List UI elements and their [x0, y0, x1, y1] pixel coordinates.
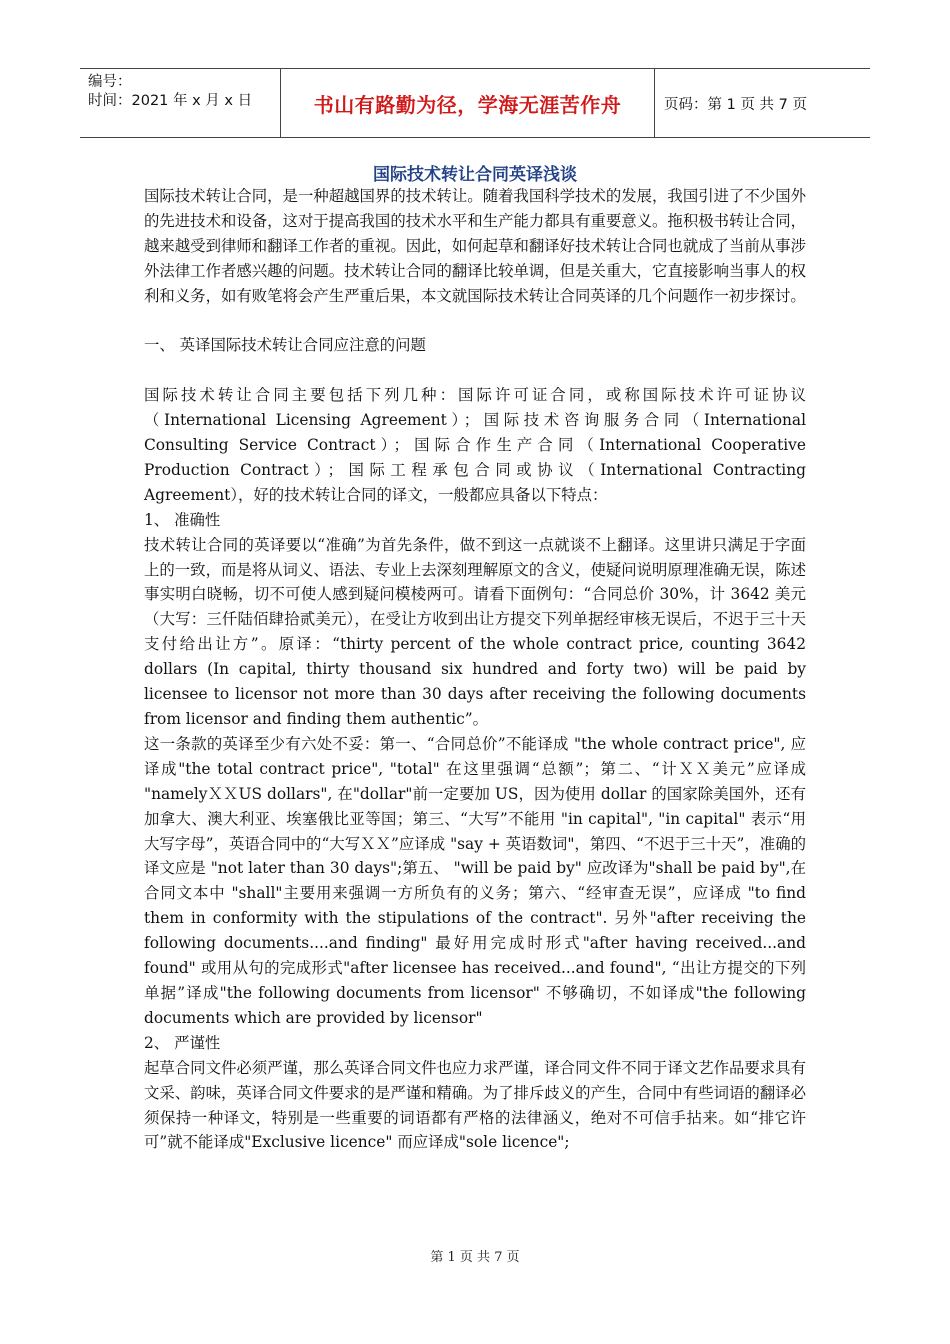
- header-page-number: 页码：第 1 页 共 7 页: [664, 97, 807, 113]
- document-body: [144, 184, 806, 1155]
- header-motto: 书山有路勤为径，学海无涯苦作舟: [313, 93, 622, 117]
- subsection-heading: 1、 准确性: [144, 510, 221, 529]
- document-title: 国际技术转让合同英译浅谈: [373, 165, 577, 185]
- subsection-heading: 2、 严谨性: [144, 1033, 221, 1052]
- section-paragraph: 国际技术转让合同主要包括下列几种：国际许可证合同，或称国际技术许可证协议（International Licensing Agreement）；国际技术咨询服务合同（International Consulting Service Contract）；国际合作生产合同（International Cooperative Production Contract）；国际工程承包合同或协议（International Contracting Agreement），好的技术转让合同的译文，一般都应具备以下特点：: [144, 386, 806, 504]
- header-meta: [88, 73, 252, 111]
- page-header: [80, 68, 870, 138]
- page-footer: 第 1 页 共 7 页: [430, 1250, 520, 1265]
- section-heading: 一、 英译国际技术转让合同应注意的问题: [144, 336, 426, 355]
- subsection-paragraph: 起草合同文件必须严谨，那么英译合同文件也应力求严谨，译合同文件不同于译文艺作品要求具有文采、韵味，英译合同文件要求的是严谨和精确。为了排斥歧义的产生，合同中有些词语的翻译必须保持一种译文，特别是一些重要的词语都有严格的法律涵义，绝对不可信手拈来。如“排它许可”就不能译成"Exclusive licence" 而应译成"sole licence";: [144, 1058, 806, 1152]
- analysis-paragraph: 这一条款的英译至少有六处不妥：第一、“合同总价”不能译成 "the whole contract price", 应译成"the total contract price", "total" 在这里强调“总额”；第二、“计ＸＸ美元”应译成 "namelyＸＸUS dollars", 在"dollar"前一定要加 US，因为使用 dollar 的国家除美国外，还有加拿大、澳大利亚、埃塞俄比亚等国；第三、“大写”不能用 "in capital", "in capital" 表示“用大写字母”，英语合同中的“大写ＸＸ”应译成 "say + 英语数词"，第四、“不迟于三十天”，准确的译文应是 "not later than 30 days";第五、 "will be paid by" 应改译为"shall be paid by",在合同文本中 "shall"主要用来强调一方所负有的义务；第六、“经审查无误”，应译成 "to find them in conformity with the stipulations of the contract". 另外"after receiving the following documents....and finding" 最好用完成时形式"after having received...and found" 或用从句的完成形式"after licensee has received...and found", “出让方提交的下列单据”译成"the following documents from licensor" 不够确切，不如译成"the following documents which are provided by licensor": [144, 734, 806, 1027]
- subsection-paragraph: 技术转让合同的英译要以“准确”为首先条件，做不到这一点就谈不上翻译。这里讲只满足于字面上的一致，而是将从词义、语法、专业上去深刻理解原文的含义，使疑问说明原理准确无误，陈述事实明白晓畅，切不可使人感到疑问模棱两可。请看下面例句：“合同总价 30%，计 3642 美元（大写：三仟陆佰肆拾贰美元），在受让方收到出让方提交下列单据经审核无误后，不迟于三十天支付给出让方”。原译：“thirty percent of the whole contract price, counting 3642 dollars (In capital, thirty thousand six hundred and forty two) will be paid by licensee to licensor not more than 30 days after receiving the following documents from licensor and finding them authentic”。: [144, 535, 806, 728]
- header-divider: [654, 69, 655, 137]
- time-label: 时间：2021 年 x 月 x 日: [88, 93, 253, 109]
- intro-paragraph: 国际技术转让合同，是一种超越国界的技术转让。随着我国科学技术的发展，我国引进了不少国外的先进技术和设备，这对于提高我国的技术水平和生产能力都具有重要意义。拖积极书转让合同，越来越受到律师和翻译工作者的重视。因此，如何起草和翻译好技术转让合同也就成了当前从事涉外法律工作者感兴趣的问题。技术转让合同的翻译比较单调，但是关重大，它直接影响当事人的权利和义务，如有败笔将会产生严重后果，本文就国际技术转让合同英译的几个问题作一初步探讨。: [144, 187, 806, 305]
- code-label: 编号：: [88, 74, 132, 90]
